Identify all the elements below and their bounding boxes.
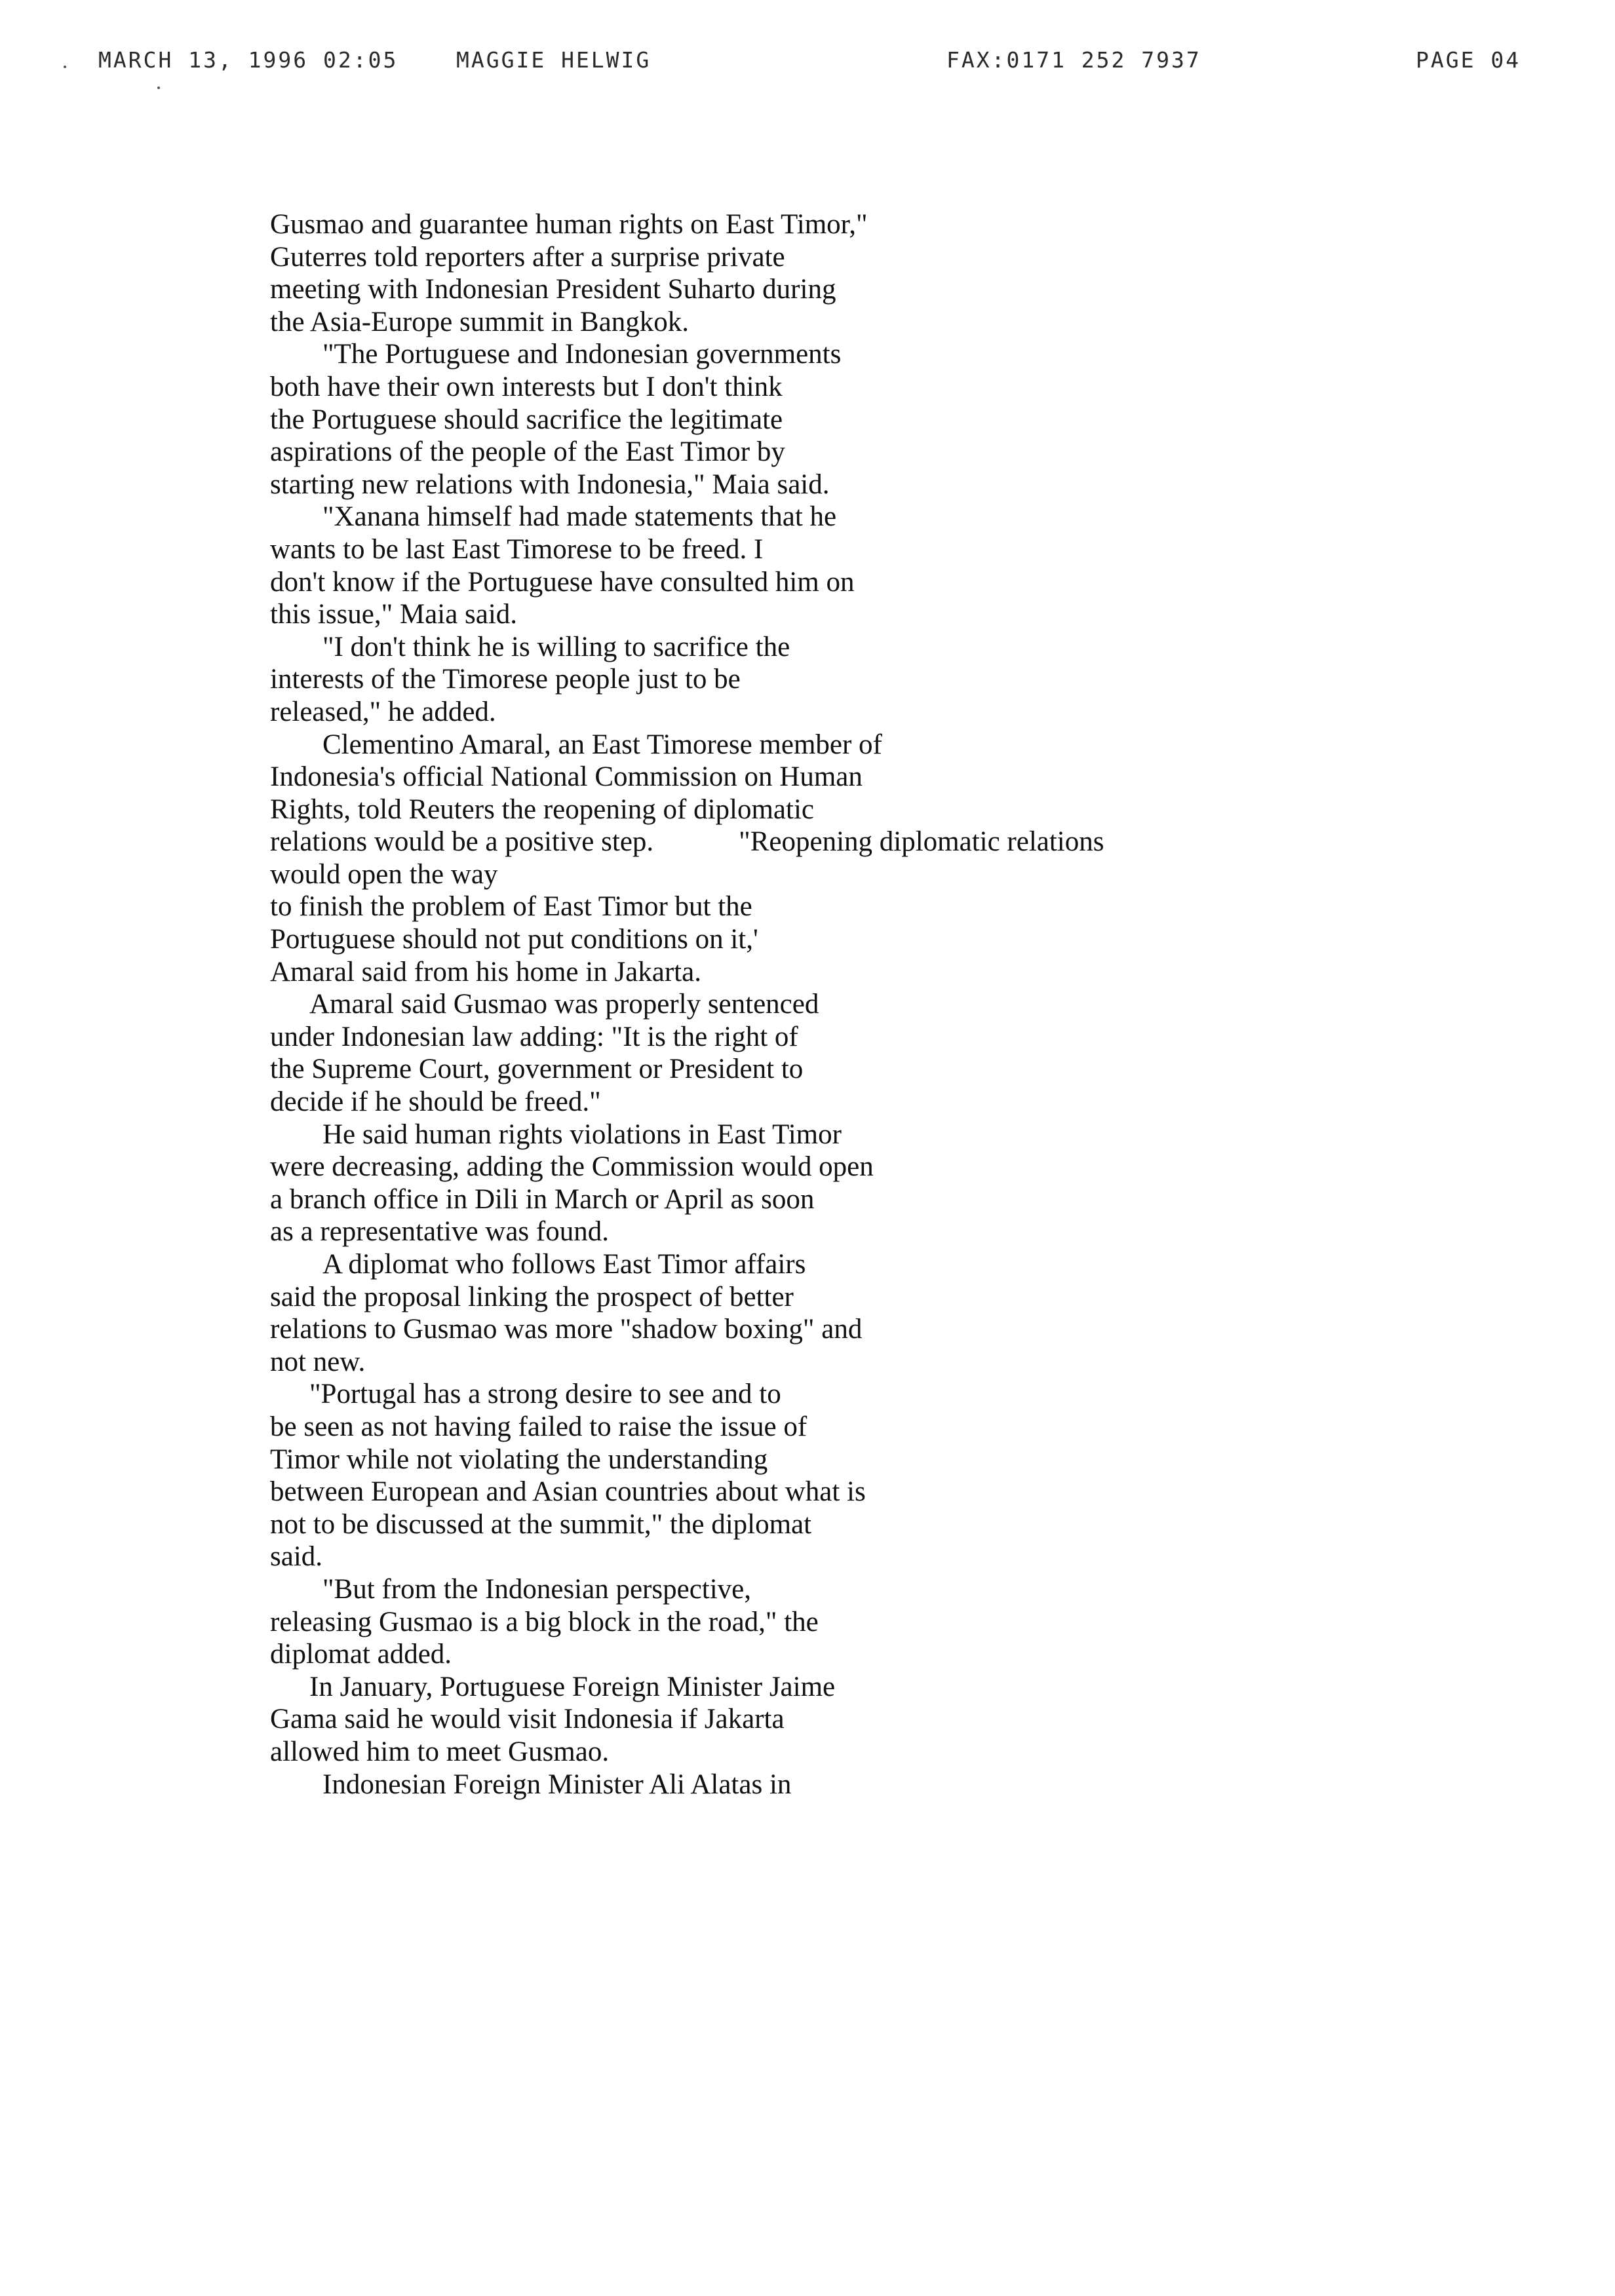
article-line: both have their own interests but I don't think <box>270 371 783 402</box>
article-line: A diplomat who follows East Timor affairs <box>322 1249 806 1280</box>
article-line: not to be discussed at the summit," the diplomat <box>270 1508 812 1540</box>
article-line: meeting with Indonesian President Suharto during <box>270 274 836 305</box>
article-line: Amaral said Gusmao was properly sentenced <box>309 989 819 1020</box>
article-line: said the proposal linking the prospect of better <box>270 1281 794 1312</box>
article-line: were decreasing, adding the Commission would open <box>270 1151 874 1183</box>
fax-number: FAX:0171 252 7937 <box>946 47 1201 73</box>
scan-speck <box>157 86 160 89</box>
article-line: to finish the problem of East Timor but the <box>270 891 752 923</box>
article-line: the Asia-Europe summit in Bangkok. <box>270 306 689 337</box>
article-line: aspirations of the people of the East Timor by <box>270 436 785 468</box>
article-line: not new. <box>270 1346 366 1377</box>
article-line <box>270 826 1332 858</box>
article-line: would open the way <box>270 858 498 890</box>
article-line: "Portugal has a strong desire to see and to <box>309 1379 781 1410</box>
article-line-fragment: relations would be a positive step. <box>270 826 654 858</box>
fax-page-number: PAGE 04 <box>1416 47 1521 73</box>
article-line: starting new relations with Indonesia," Maia said. <box>270 469 830 500</box>
article-line: between European and Asian countries about what is <box>270 1476 866 1508</box>
scan-speck <box>64 66 66 68</box>
article-line: Guterres told reporters after a surprise private <box>270 241 785 273</box>
article-line: this issue," Maia said. <box>270 599 518 630</box>
fax-date-time: MARCH 13, 1996 02:05 <box>98 47 399 73</box>
article-line: Portuguese should not put conditions on it,' <box>270 924 758 955</box>
article-line: as a representative was found. <box>270 1216 609 1248</box>
article-line: "Xanana himself had made statements that he <box>322 501 837 533</box>
article-line: relations to Gusmao was more "shadow boxing" and <box>270 1314 863 1345</box>
article-line: Timor while not violating the understanding <box>270 1444 768 1475</box>
article-line: Amaral said from his home in Jakarta. <box>270 956 701 987</box>
article-line: releasing Gusmao is a big block in the road," the <box>270 1606 819 1637</box>
article-line: Gama said he would visit Indonesia if Jakarta <box>270 1704 785 1735</box>
article-line: interests of the Timorese people just to be <box>270 664 741 695</box>
article-line: decide if he should be freed." <box>270 1086 601 1118</box>
article-line: He said human rights violations in East Timor <box>322 1119 842 1150</box>
fax-header <box>0 47 1615 80</box>
article-line: the Portuguese should sacrifice the legitimate <box>270 404 783 435</box>
article-line: "But from the Indonesian perspective, <box>322 1573 752 1605</box>
article-line: released," he added. <box>270 696 496 727</box>
fax-sender: MAGGIE HELWIG <box>456 47 652 73</box>
article-line: allowed him to meet Gusmao. <box>270 1736 610 1767</box>
article-line: Indonesia's official National Commission on Human <box>270 761 863 793</box>
article-line-fragment: "Reopening diplomatic relations <box>739 826 1104 858</box>
article-line: diplomat added. <box>270 1639 452 1670</box>
article-line: said. <box>270 1541 323 1573</box>
article-line: "I don't think he is willing to sacrifice the <box>322 631 790 662</box>
article-line: the Supreme Court, government or President to <box>270 1054 804 1085</box>
article-line: Indonesian Foreign Minister Ali Alatas in <box>322 1769 792 1800</box>
article-line: wants to be last East Timorese to be freed. I <box>270 533 764 565</box>
article-line: a branch office in Dili in March or April as soon <box>270 1183 815 1215</box>
article-line: Clementino Amaral, an East Timorese member of <box>322 729 882 760</box>
article-line: don't know if the Portuguese have consulted him on <box>270 566 855 598</box>
article-line: "The Portuguese and Indonesian governments <box>322 339 842 370</box>
article-line: Gusmao and guarantee human rights on East Timor," <box>270 209 868 240</box>
article-line: under Indonesian law adding: "It is the right of <box>270 1021 798 1052</box>
article-line: be seen as not having failed to raise the issue of <box>270 1411 808 1442</box>
article-line: Rights, told Reuters the reopening of diplomatic <box>270 794 814 825</box>
article-body <box>270 208 1332 1801</box>
article-line: In January, Portuguese Foreign Minister Jaime <box>309 1671 836 1702</box>
